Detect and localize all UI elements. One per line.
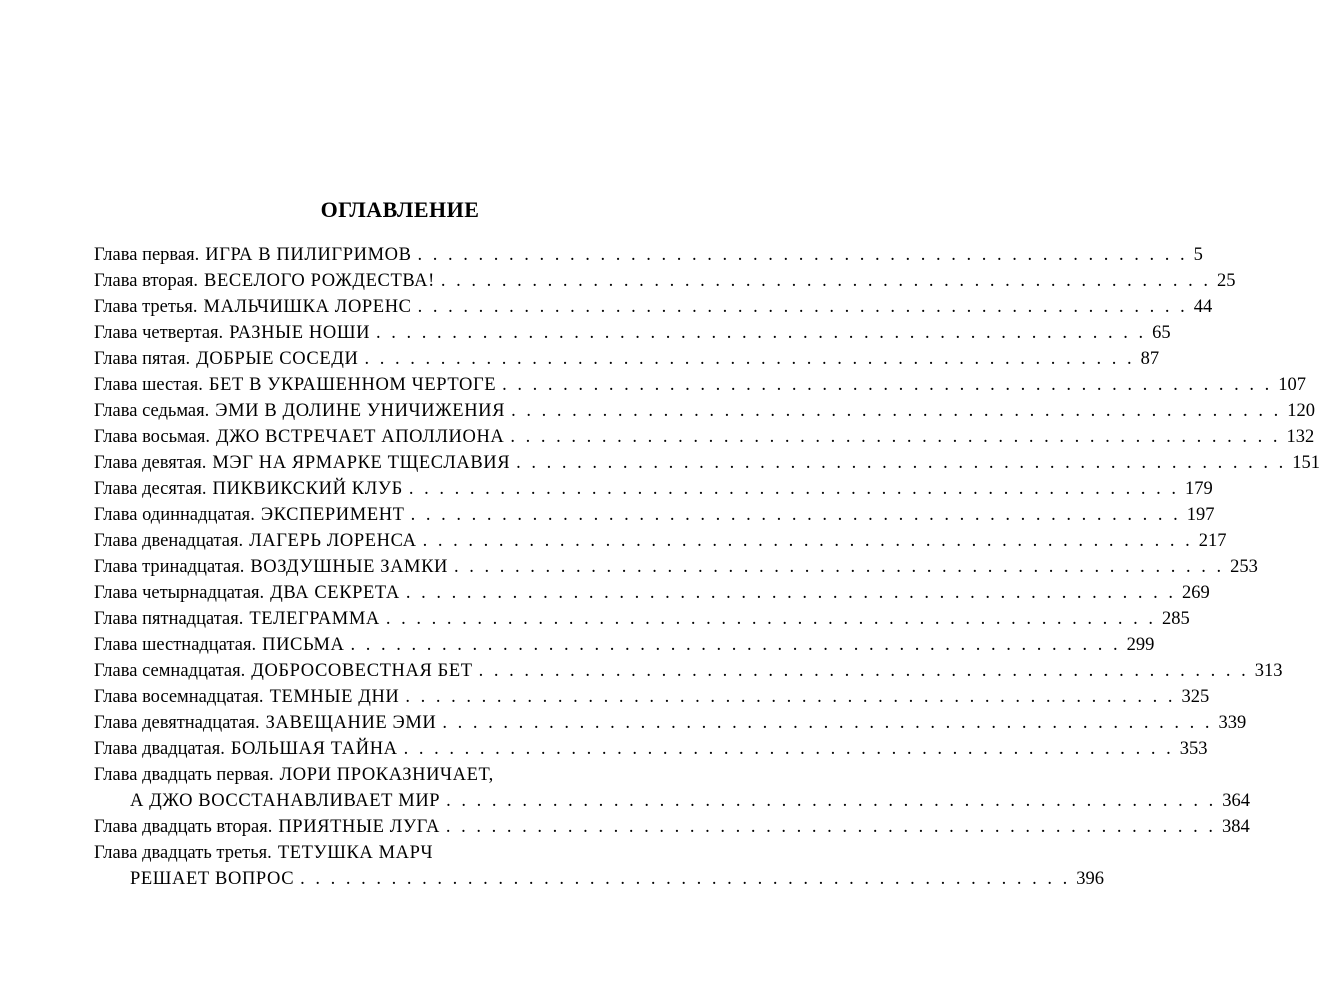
toc-entry[interactable] (94, 424, 1315, 450)
dot-leader: . . . . . . . . . . . . . . . . . . . . . . . . . . . . . . . . . . . . . . . . . . . . . . . . . . . (511, 401, 1282, 421)
chapter-number: Глава восьмая. (94, 427, 210, 447)
chapter-number: Глава двенадцатая. (94, 531, 244, 551)
page-number: 353 (1179, 739, 1208, 759)
chapter-number: Глава четвертая. (94, 323, 224, 343)
chapter-title: ПРИЯТНЫЕ ЛУГА (278, 817, 440, 837)
chapter-number: Глава двадцать первая. (94, 765, 274, 785)
dot-leader: . . . . . . . . . . . . . . . . . . . . . . . . . . . . . . . . . . . . . . . . . . . . . . . . . . . (510, 427, 1281, 447)
page-number: 285 (1161, 609, 1190, 629)
dot-leader: . . . . . . . . . . . . . . . . . . . . . . . . . . . . . . . . . . . . . . . . . . . . . . . . . . . (410, 505, 1181, 525)
chapter-title: ИГРА В ПИЛИГРИМОВ (205, 245, 412, 265)
chapter-title: МЭГ НА ЯРМАРКЕ ТЩЕСЛАВИЯ (212, 453, 511, 473)
dot-leader: . . . . . . . . . . . . . . . . . . . . . . . . . . . . . . . . . . . . . . . . . . . . . . . . . . . (440, 271, 1211, 291)
toc-entry-line (94, 528, 1227, 554)
chapter-number: Глава семнадцатая. (94, 661, 246, 681)
page-number: 384 (1222, 817, 1250, 837)
chapter-title: ТЕТУШКА МАРЧ (277, 843, 434, 863)
chapter-number: Глава двадцатая. (94, 739, 225, 759)
dot-leader: . . . . . . . . . . . . . . . . . . . . . . . . . . . . . . . . . . . . . . . . . . . . . . . . . . . (478, 661, 1249, 681)
toc-entry[interactable] (94, 554, 1258, 580)
chapter-title: РАЗНЫЕ НОШИ (229, 323, 371, 343)
toc-entry-line (94, 554, 1258, 580)
dot-leader: . . . . . . . . . . . . . . . . . . . . . . . . . . . . . . . . . . . . . . . . . . . . . . . . . . . (422, 531, 1193, 551)
chapter-title: БЕТ В УКРАШЕННОМ ЧЕРТОГЕ (208, 375, 497, 395)
toc-entry-line (94, 242, 1203, 268)
page-number: 269 (1181, 583, 1210, 603)
toc-entry[interactable] (94, 840, 1105, 892)
toc-entry[interactable] (94, 762, 1251, 814)
toc-entry-line (94, 450, 1320, 476)
chapter-number: Глава седьмая. (94, 401, 210, 421)
page-number: 197 (1186, 505, 1215, 525)
toc-entry[interactable] (94, 450, 1320, 476)
toc-entry-line (94, 398, 1315, 424)
page-number: 25 (1216, 271, 1236, 291)
dot-leader: . . . . . . . . . . . . . . . . . . . . . . . . . . . . . . . . . . . . . . . . . . . . . . . . . . . (454, 557, 1225, 577)
chapter-number: Глава четырнадцатая. (94, 583, 265, 603)
chapter-number: Глава первая. (94, 245, 200, 265)
page-number: 325 (1181, 687, 1210, 707)
toc-entry-line (94, 814, 1250, 840)
page-number: 107 (1278, 375, 1307, 395)
chapter-title: ТЕЛЕГРАММА (249, 609, 380, 629)
toc-entry[interactable] (94, 242, 1203, 268)
page-number: 44 (1193, 297, 1213, 317)
toc-entry-line (94, 502, 1215, 528)
toc-entry[interactable] (94, 606, 1190, 632)
chapter-title: ЭКСПЕРИМЕНТ (260, 505, 405, 525)
toc-entry[interactable] (94, 398, 1315, 424)
page-number: 253 (1230, 557, 1258, 577)
toc-entry-line (94, 762, 672, 788)
chapter-number: Глава девятая. (94, 453, 207, 473)
page-number: 87 (1140, 349, 1160, 369)
dot-leader: . . . . . . . . . . . . . . . . . . . . . . . . . . . . . . . . . . . . . . . . . . . . . . . . . . . (417, 245, 1188, 265)
toc-entry[interactable] (94, 814, 1250, 840)
dot-leader: . . . . . . . . . . . . . . . . . . . . . . . . . . . . . . . . . . . . . . . . . . . . . . . . . . . (516, 453, 1287, 473)
chapter-title: ТЕМНЫЕ ДНИ (269, 687, 400, 707)
chapter-title: ДЖО ВСТРЕЧАЕТ АПОЛЛИОНА (215, 427, 505, 447)
toc-entry-line (94, 632, 1155, 658)
chapter-number: Глава восемнадцатая. (94, 687, 264, 707)
toc-entry-line (94, 424, 1315, 450)
chapter-title: ЛОРИ ПРОКАЗНИЧАЕТ, (279, 765, 494, 785)
page-number: 217 (1198, 531, 1227, 551)
toc-entry[interactable] (94, 580, 1210, 606)
toc-entry[interactable] (94, 632, 1155, 658)
chapter-title: ДОБРОСОВЕСТНАЯ БЕТ (251, 661, 473, 681)
page-number: 339 (1218, 713, 1247, 733)
toc-entry[interactable] (94, 346, 1160, 372)
toc-entry-line (94, 346, 1160, 372)
page-number: 120 (1287, 401, 1315, 421)
page-number: 299 (1126, 635, 1155, 655)
toc-entry-line (94, 606, 1190, 632)
dot-leader: . . . . . . . . . . . . . . . . . . . . . . . . . . . . . . . . . . . . . . . . . . . . . . . . . . . (502, 375, 1273, 395)
chapter-number: Глава шестая. (94, 375, 203, 395)
chapter-title: ДВА СЕКРЕТА (270, 583, 400, 603)
toc-entry[interactable] (94, 320, 1171, 346)
page-number: 396 (1076, 869, 1105, 889)
toc-entry[interactable] (94, 658, 1283, 684)
table-of-contents (94, 242, 1320, 892)
chapter-title: МАЛЬЧИШКА ЛОРЕНС (203, 297, 412, 317)
chapter-number: Глава третья. (94, 297, 198, 317)
toc-entry-line (94, 268, 1236, 294)
toc-entry-line (94, 320, 1171, 346)
dot-leader: . . . . . . . . . . . . . . . . . . . . . . . . . . . . . . . . . . . . . . . . . . . . . . . . . . . (408, 479, 1179, 499)
chapter-title: ЗАВЕЩАНИЕ ЭМИ (265, 713, 437, 733)
chapter-title: ЭМИ В ДОЛИНЕ УНИЧИЖЕНИЯ (215, 401, 506, 421)
chapter-number: Глава одиннадцатая. (94, 505, 255, 525)
dot-leader: . . . . . . . . . . . . . . . . . . . . . . . . . . . . . . . . . . . . . . . . . . . . . . . . . . . (405, 583, 1176, 603)
toc-entry[interactable] (94, 372, 1307, 398)
toc-entry-line (94, 710, 1247, 736)
dot-leader: . . . . . . . . . . . . . . . . . . . . . . . . . . . . . . . . . . . . . . . . . . . . . . . . . . . (442, 713, 1213, 733)
page-number: 5 (1193, 245, 1203, 265)
chapter-number: Глава девятнадцатая. (94, 713, 260, 733)
toc-entry-line (94, 736, 1208, 762)
chapter-title: БОЛЬШАЯ ТАЙНА (230, 739, 398, 759)
page-number: 313 (1254, 661, 1283, 681)
toc-entry[interactable] (94, 268, 1236, 294)
dot-leader: . . . . . . . . . . . . . . . . . . . . . . . . . . . . . . . . . . . . . . . . . . . . . . . . . . . (350, 635, 1121, 655)
page-number: 132 (1286, 427, 1315, 447)
dot-leader: . . . . . . . . . . . . . . . . . . . . . . . . . . . . . . . . . . . . . . . . . . . . . . . . . . . (446, 791, 1217, 811)
toc-entry[interactable] (94, 294, 1213, 320)
toc-entry-line (94, 476, 1213, 502)
toc-entry-line (94, 840, 672, 866)
chapter-title: ВЕСЕЛОГО РОЖДЕСТВА! (204, 271, 435, 291)
chapter-number: Глава двадцать третья. (94, 843, 272, 863)
chapter-title: ДОБРЫЕ СОСЕДИ (196, 349, 359, 369)
page-number: 65 (1152, 323, 1171, 343)
chapter-title: ЛАГЕРЬ ЛОРЕНСА (249, 531, 417, 551)
chapter-number: Глава шестнадцатая. (94, 635, 257, 655)
chapter-number: Глава двадцать вторая. (94, 817, 273, 837)
toc-entry[interactable] (94, 710, 1247, 736)
chapter-number: Глава десятая. (94, 479, 207, 499)
dot-leader: . . . . . . . . . . . . . . . . . . . . . . . . . . . . . . . . . . . . . . . . . . . . . . . . . . . (376, 323, 1147, 343)
page-title: ОГЛАВЛЕНИЕ (320, 197, 480, 222)
page-number: 364 (1222, 791, 1251, 811)
chapter-number: Глава тринадцатая. (94, 557, 245, 577)
dot-leader: . . . . . . . . . . . . . . . . . . . . . . . . . . . . . . . . . . . . . . . . . . . . . . . . . . . (364, 349, 1135, 369)
page-number: 179 (1184, 479, 1213, 499)
toc-entry-line (94, 372, 1307, 398)
chapter-title: ПИСЬМА (262, 635, 345, 655)
chapter-title-continued: А ДЖО ВОССТАНАВЛИВАЕТ МИР (130, 791, 441, 811)
toc-entry-line (94, 658, 1283, 684)
dot-leader: . . . . . . . . . . . . . . . . . . . . . . . . . . . . . . . . . . . . . . . . . . . . . . . . . . . (405, 687, 1176, 707)
toc-entry[interactable] (94, 476, 1213, 502)
dot-leader: . . . . . . . . . . . . . . . . . . . . . . . . . . . . . . . . . . . . . . . . . . . . . . . . . . . (300, 869, 1071, 889)
toc-entry[interactable] (94, 502, 1215, 528)
toc-entry-line (94, 866, 1105, 892)
dot-leader: . . . . . . . . . . . . . . . . . . . . . . . . . . . . . . . . . . . . . . . . . . . . . . . . . . . (385, 609, 1156, 629)
toc-entry[interactable] (94, 736, 1208, 762)
dot-leader: . . . . . . . . . . . . . . . . . . . . . . . . . . . . . . . . . . . . . . . . . . . . . . . . . . . (403, 739, 1174, 759)
toc-entry-line (94, 684, 1210, 710)
toc-entry-line (94, 788, 1251, 814)
page-number: 151 (1292, 453, 1320, 473)
chapter-number: Глава вторая. (94, 271, 199, 291)
toc-entry-line (94, 294, 1213, 320)
chapter-title: ПИКВИКСКИЙ КЛУБ (212, 479, 403, 499)
toc-entry[interactable] (94, 684, 1210, 710)
chapter-title: ВОЗДУШНЫЕ ЗАМКИ (250, 557, 448, 577)
chapter-title-continued: РЕШАЕТ ВОПРОС (130, 869, 295, 889)
chapter-number: Глава пятая. (94, 349, 191, 369)
toc-entry-line (94, 580, 1210, 606)
chapter-number: Глава пятнадцатая. (94, 609, 244, 629)
toc-entry[interactable] (94, 528, 1227, 554)
dot-leader: . . . . . . . . . . . . . . . . . . . . . . . . . . . . . . . . . . . . . . . . . . . . . . . . . . . (445, 817, 1217, 837)
dot-leader: . . . . . . . . . . . . . . . . . . . . . . . . . . . . . . . . . . . . . . . . . . . . . . . . . . . (417, 297, 1188, 317)
